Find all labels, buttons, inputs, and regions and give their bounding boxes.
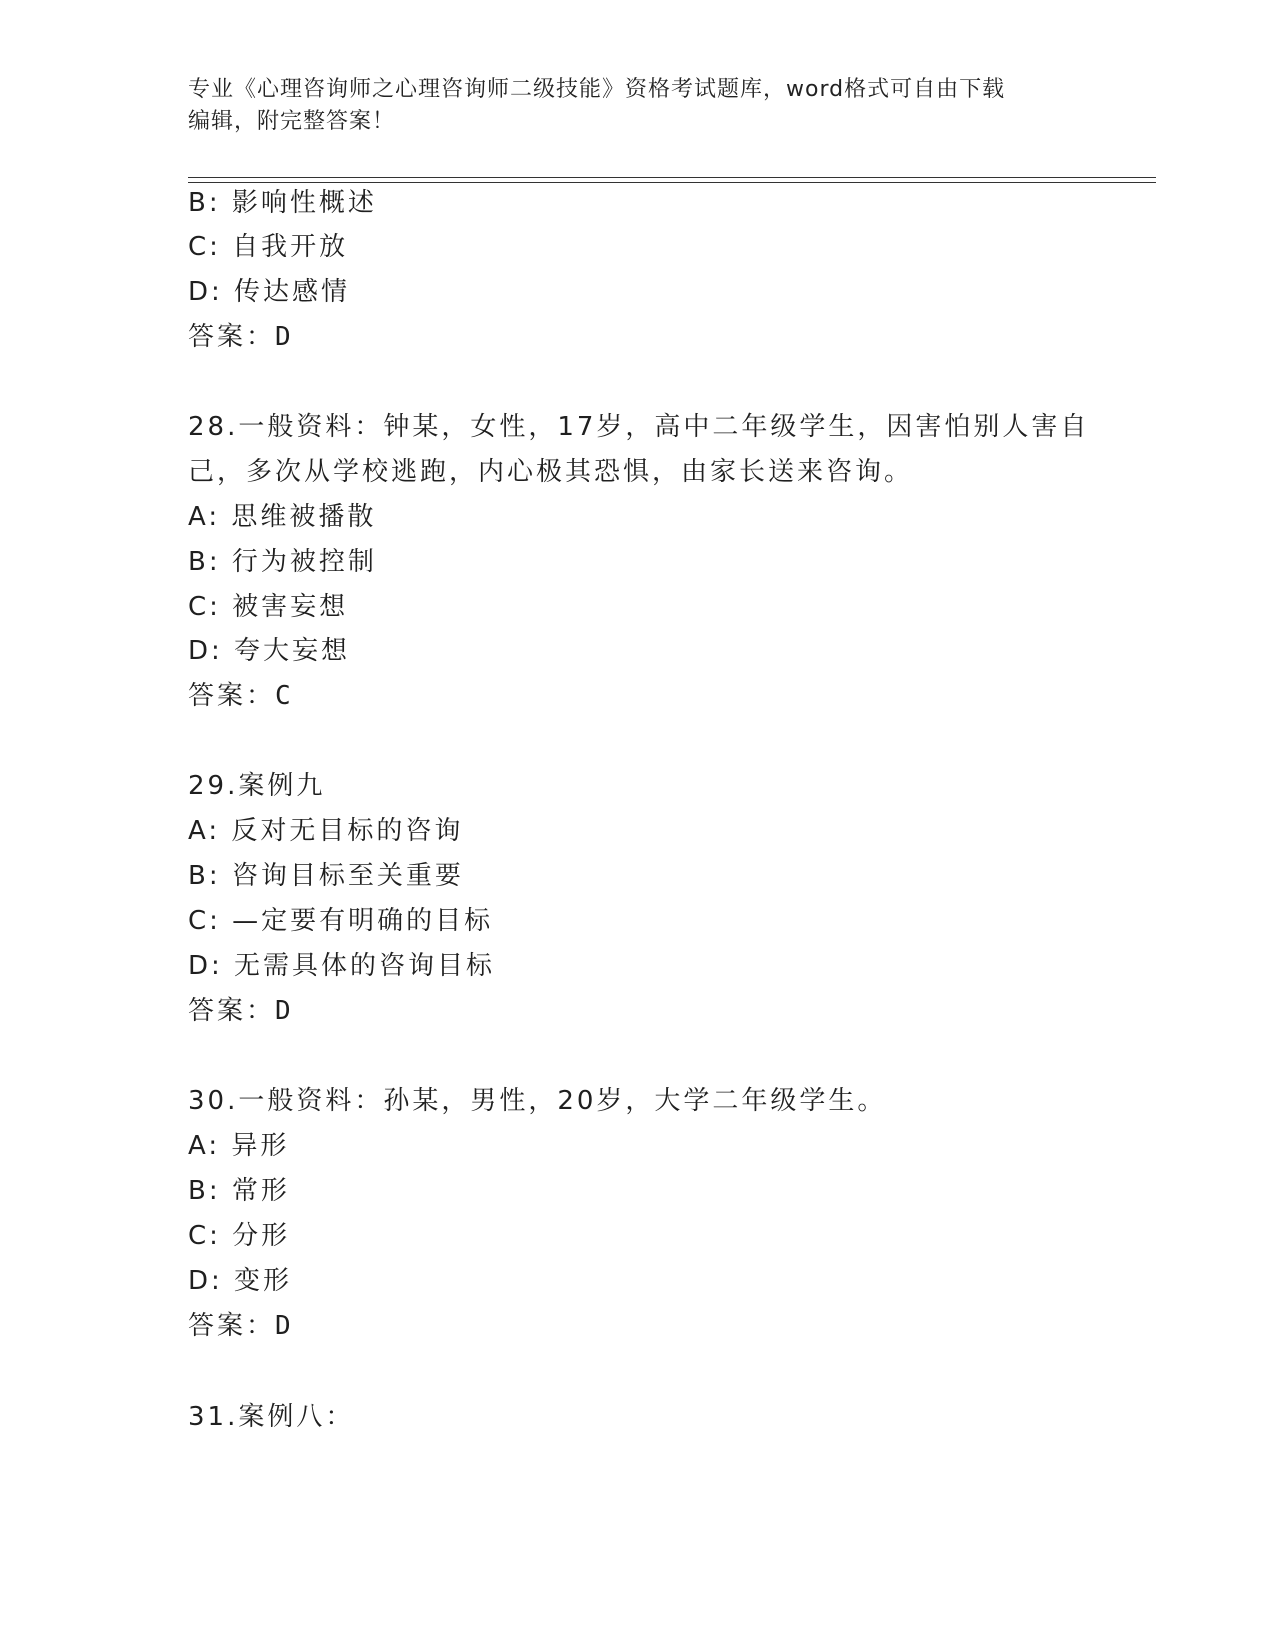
q30-answer <box>188 1309 294 1343</box>
q27-option-b: B: 影响性概述 <box>188 188 377 218</box>
header-divider-top <box>188 177 1156 178</box>
q30-option-d: D: 变形 <box>188 1266 293 1296</box>
q31-stem: 31.案例八： <box>188 1402 355 1432</box>
q29-option-d: D: 无需具体的咨询目标 <box>188 951 496 981</box>
q30-option-a: A: 异形 <box>188 1131 290 1161</box>
q30-option-c: C: 分形 <box>188 1221 291 1251</box>
answer-label: 答案： <box>188 681 276 711</box>
q27-option-c: C: 自我开放 <box>188 232 349 262</box>
q27-option-d: D: 传达感情 <box>188 277 351 307</box>
q29-answer <box>188 994 294 1028</box>
document-header <box>188 74 1088 138</box>
q29-option-b: B: 咨询目标至关重要 <box>188 861 464 891</box>
q29-stem: 29.案例九 <box>188 771 326 801</box>
q29-option-c: C: —定要有明确的目标 <box>188 906 494 936</box>
q28-option-a: A: 思维被播散 <box>188 502 377 532</box>
q28-option-c: C: 被害妄想 <box>188 592 349 622</box>
q30-option-b: B: 常形 <box>188 1176 290 1206</box>
q28-stem-line-2: 己，多次从学校逃跑，内心极其恐惧，由家长送来咨询。 <box>188 457 914 487</box>
q29-option-a: A: 反对无目标的咨询 <box>188 816 464 846</box>
answer-label: 答案： <box>188 322 276 352</box>
q27-answer <box>188 320 294 354</box>
answer-value: D <box>275 1311 294 1341</box>
header-line-1: 专业《心理咨询师之心理咨询师二级技能》资格考试题库，word格式可自由下载 <box>188 77 1006 102</box>
q30-stem: 30.一般资料：孙某，男性，20岁，大学二年级学生。 <box>188 1086 887 1116</box>
answer-value: C <box>275 681 294 711</box>
answer-label: 答案： <box>188 996 276 1026</box>
q28-option-b: B: 行为被控制 <box>188 547 377 577</box>
q28-option-d: D: 夸大妄想 <box>188 636 351 666</box>
answer-value: D <box>275 322 294 352</box>
header-divider-bottom <box>188 182 1156 183</box>
header-line-2: 编辑，附完整答案！ <box>188 109 396 134</box>
answer-value: D <box>275 996 294 1026</box>
q28-stem-line-1: 28.一般资料：钟某，女性，17岁，高中二年级学生，因害怕别人害自 <box>188 412 1090 442</box>
answer-label: 答案： <box>188 1311 276 1341</box>
q28-answer <box>188 679 294 713</box>
